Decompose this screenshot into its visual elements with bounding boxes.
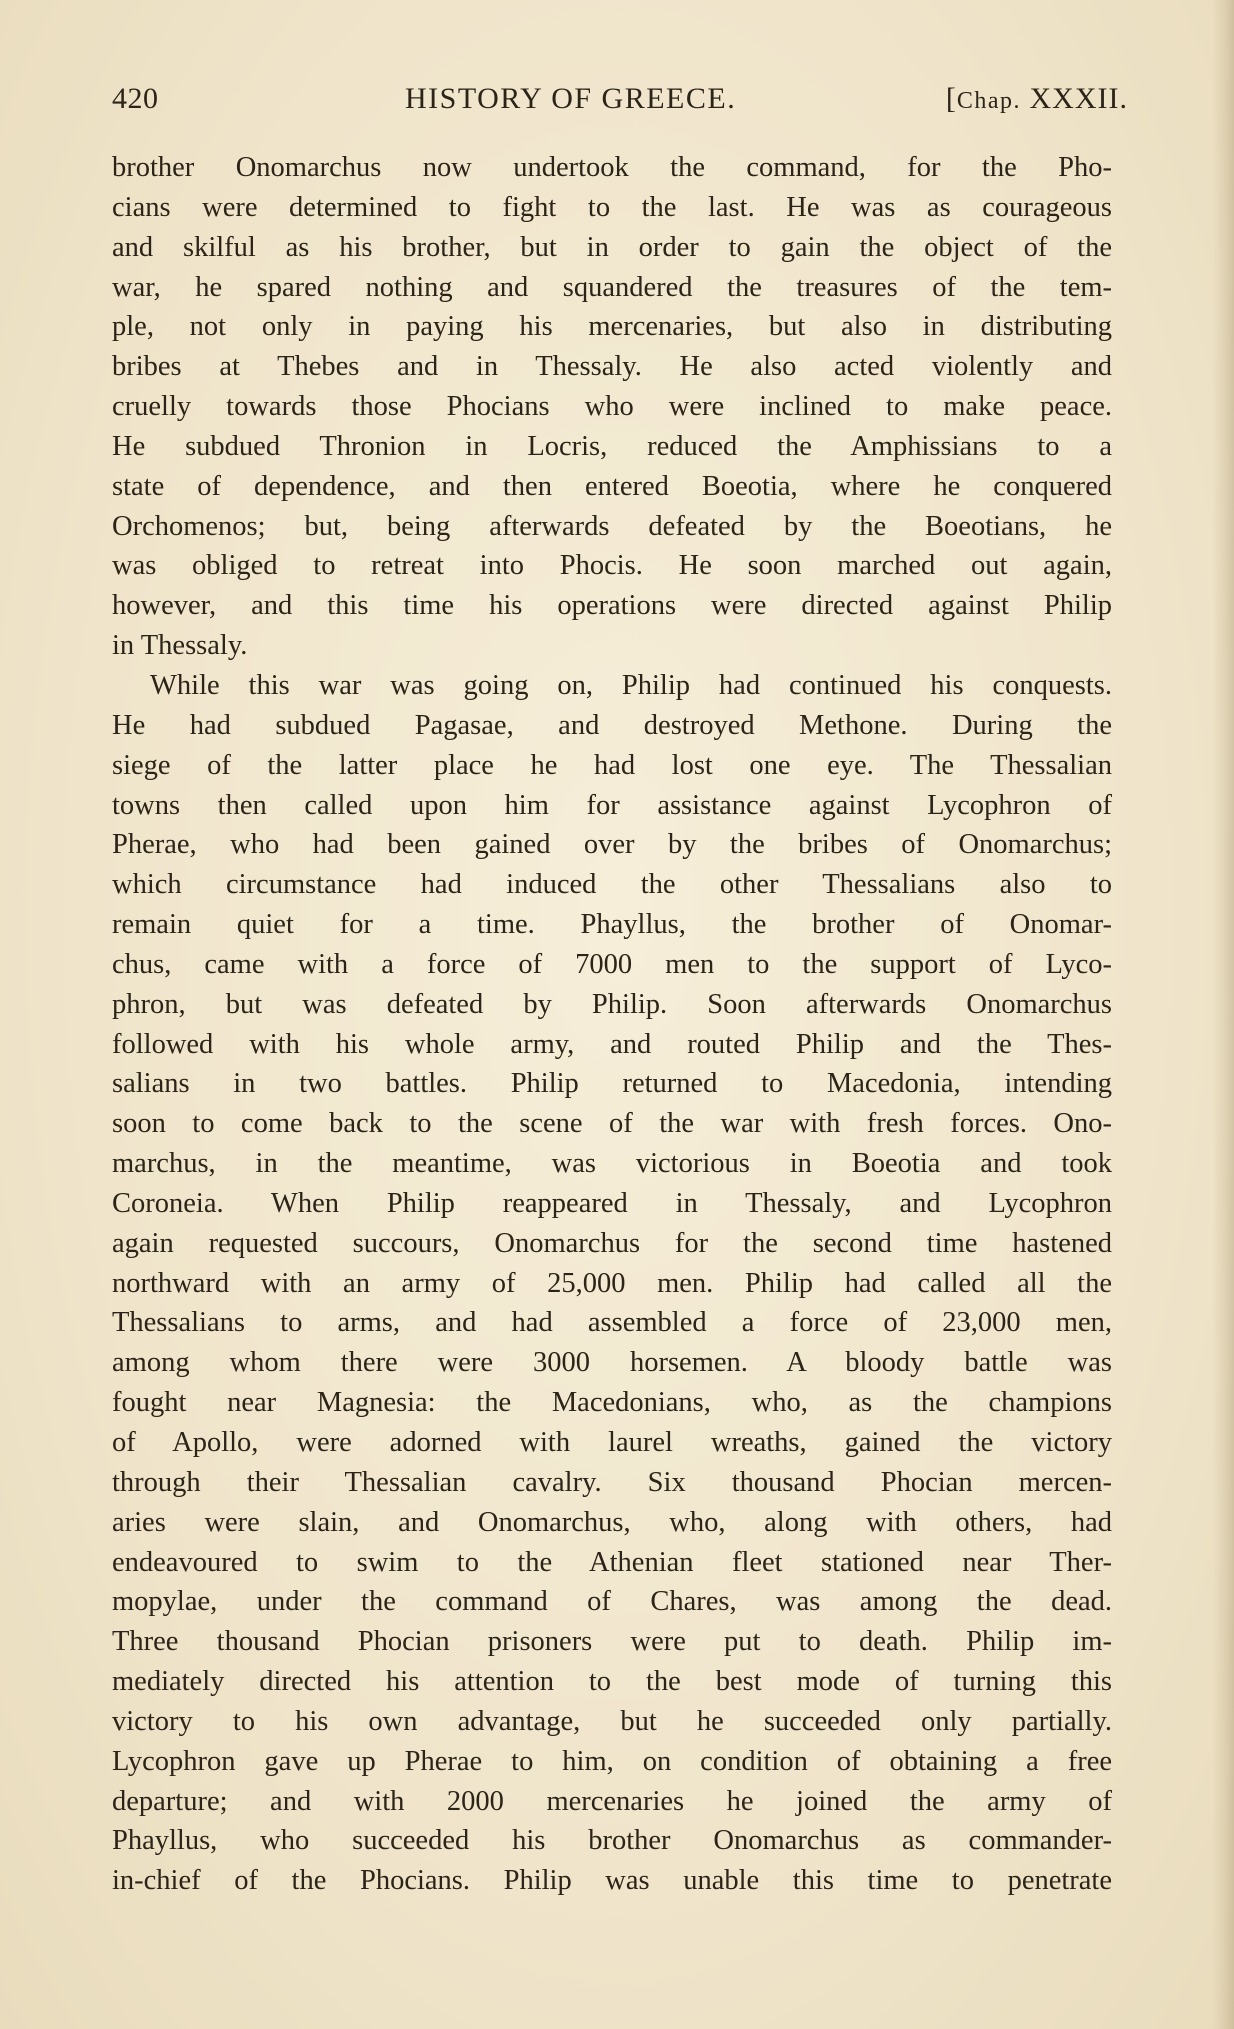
text-line: Three thousand Phocian prisoners were put to death. Philip im- [112, 1626, 1112, 1658]
text-line: of Apollo, were adorned with laurel wreaths, gained the victory [112, 1427, 1112, 1458]
text-line: chus, came with a force of 7000 men to the support of Lyco- [112, 948, 1112, 980]
text-line: mopylae, under the command of Chares, was among the dead. [112, 1586, 1112, 1618]
chapter-bracket: [ [945, 82, 957, 115]
text-line: war, he spared nothing and squandered the treasures of the tem- [112, 271, 1112, 303]
text-line: among whom there were 3000 horsemen. A bloody battle was [112, 1347, 1112, 1379]
text-line: He had subdued Pagasae, and destroyed Methone. During the [112, 709, 1112, 741]
text-line: Orchomenos; but, being afterwards defeated by the Boeotians, he [112, 510, 1112, 542]
body-text [112, 148, 1112, 1901]
text-line: Lycophron gave up Pherae to him, on condition of obtaining a free [112, 1745, 1112, 1777]
chapter-number: XXXII. [1021, 82, 1128, 115]
text-line: through their Thessalian cavalry. Six thousand Phocian mercen- [112, 1466, 1112, 1498]
text-line: and skilful as his brother, but in order to gain the object of the [112, 231, 1112, 263]
text-line: Thessalians to arms, and had assembled a force of 23,000 men, [112, 1307, 1112, 1339]
text-line: towns then called upon him for assistance against Lycophron of [112, 789, 1112, 821]
text-line: in-chief of the Phocians. Philip was unable this time to penetrate [112, 1865, 1112, 1897]
text-line: mediately directed his attention to the best mode of turning this [112, 1666, 1112, 1698]
text-line: marchus, in the meantime, was victorious in Boeotia and took [112, 1148, 1112, 1180]
text-line: He subdued Thronion in Locris, reduced the Amphissians to a [112, 430, 1112, 462]
text-line: which circumstance had induced the other Thessalians also to [112, 869, 1112, 901]
page-number: 420 [112, 82, 159, 115]
text-line: ple, not only in paying his mercenaries, but also in distributing [112, 311, 1112, 343]
text-line: Coroneia. When Philip reappeared in Thessaly, and Lycophron [112, 1187, 1112, 1219]
chapter-label: Chap. [956, 88, 1022, 114]
text-line: siege of the latter place he had lost one eye. The Thessalian [112, 749, 1112, 781]
text-line: brother Onomarchus now undertook the command, for the Pho- [112, 152, 1112, 183]
text-line: was obliged to retreat into Phocis. He soon marched out again, [112, 550, 1112, 582]
text-line: cruelly towards those Phocians who were inclined to make peace. [112, 391, 1112, 423]
text-line: endeavoured to swim to the Athenian fleet stationed near Ther- [112, 1546, 1112, 1578]
text-line: aries were slain, and Onomarchus, who, along with others, had [112, 1506, 1112, 1538]
text-line: remain quiet for a time. Phayllus, the brother of Onomar- [112, 909, 1112, 941]
text-line: Pherae, who had been gained over by the bribes of Onomarchus; [112, 829, 1112, 861]
text-line: however, and this time his operations were directed against Philip [112, 590, 1112, 622]
text-line: again requested succours, Onomarchus for the second time hastened [112, 1227, 1112, 1259]
paragraph-end-line: in Thessaly. [112, 630, 248, 662]
chapter-reference [946, 82, 1128, 116]
text-line: salians in two battles. Philip returned to Macedonia, intending [112, 1068, 1112, 1100]
text-line: state of dependence, and then entered Boeotia, where he conquered [112, 470, 1112, 502]
text-line: cians were determined to fight to the last. He was as courageous [112, 191, 1112, 223]
paragraph-start-line: While this war was going on, Philip had continued his conquests. [150, 669, 1112, 701]
page-header [112, 82, 1128, 122]
text-line: followed with his whole army, and routed Philip and the Thes- [112, 1028, 1112, 1060]
running-title: HISTORY OF GREECE. [405, 82, 737, 115]
text-line: northward with an army of 25,000 men. Philip had called all the [112, 1267, 1112, 1299]
page-edge-shadow [1212, 0, 1234, 2029]
text-line: victory to his own advantage, but he succeeded only partially. [112, 1705, 1112, 1737]
text-line: soon to come back to the scene of the war with fresh forces. Ono- [112, 1108, 1112, 1140]
text-line: departure; and with 2000 mercenaries he joined the army of [112, 1785, 1112, 1817]
text-line: bribes at Thebes and in Thessaly. He also acted violently and [112, 351, 1112, 383]
text-line: fought near Magnesia: the Macedonians, who, as the champions [112, 1387, 1112, 1419]
text-line: phron, but was defeated by Philip. Soon afterwards Onomarchus [112, 988, 1112, 1020]
text-line: Phayllus, who succeeded his brother Onomarchus as commander- [112, 1825, 1112, 1857]
